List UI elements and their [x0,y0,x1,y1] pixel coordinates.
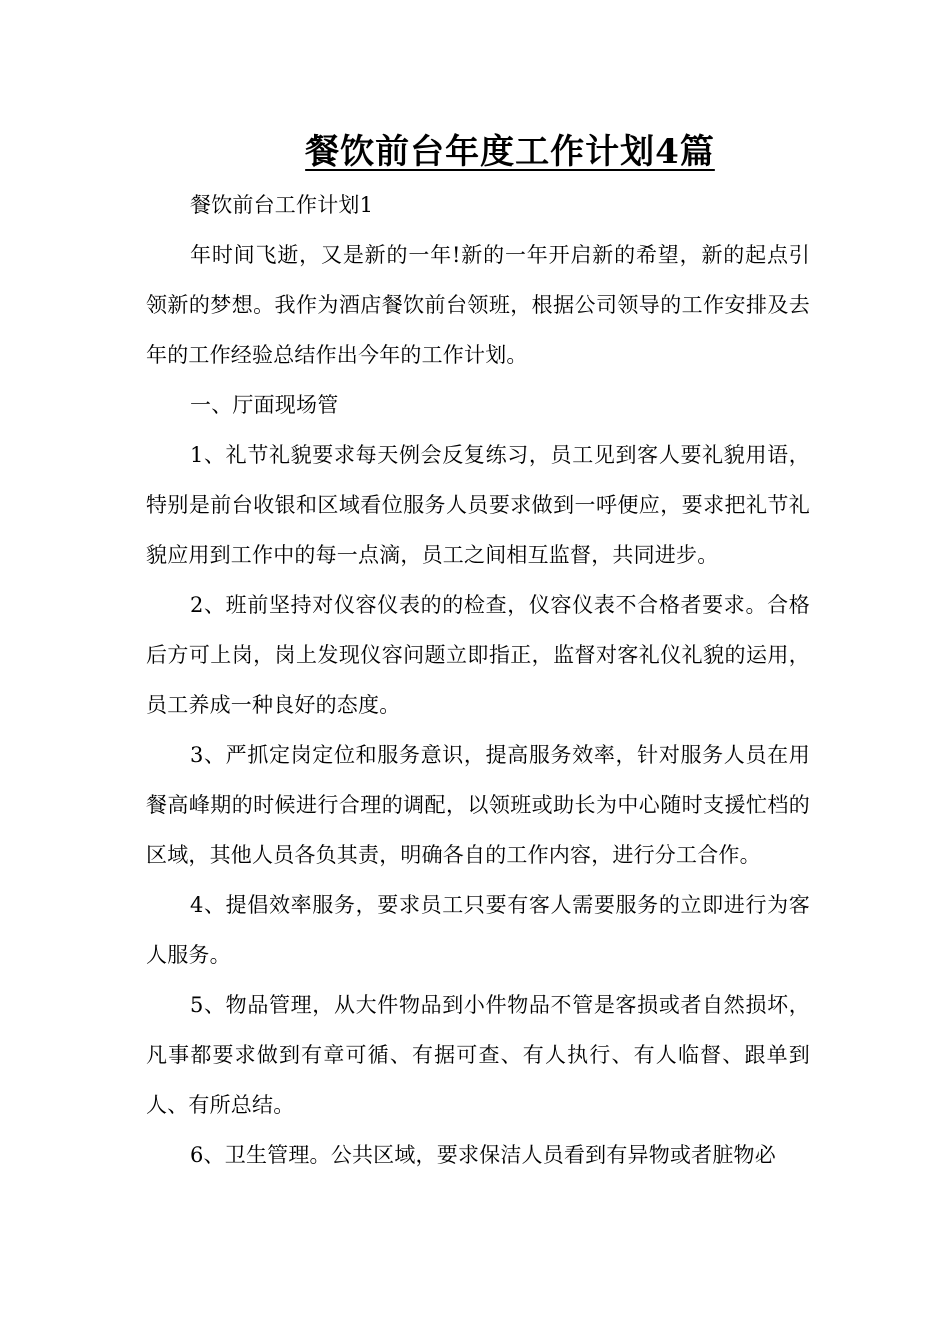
paragraph-heading: 餐饮前台工作计划1 [190,193,374,217]
paragraph-item-5: 5、物品管理，从大件物品到小件物品不管是客损或者自然损坏，凡事都要求做到有章可循、有据可查、有人执行、有人临督、跟单到人、有所总结。 [146,993,810,1117]
document-title: 餐饮前台年度工作计划4篇 [305,132,715,172]
paragraph-item-1: 1、礼节礼貌要求每天例会反复练习，员工见到客人要礼貌用语，特别是前台收银和区域看位服务人员要求做到一呼便应，要求把礼节礼貌应用到工作中的每一点滴，员工之间相互监督，共同进步。 [146,443,810,567]
section-heading: 一、厅面现场管 [190,393,339,417]
paragraph-intro: 年时间飞逝，又是新的一年!新的一年开启新的希望，新的起点引领新的梦想。我作为酒店餐饮前台领班，根据公司领导的工作安排及去年的工作经验总结作出今年的工作计划。 [146,243,810,367]
document-title-block [0,128,950,176]
paragraph-item-6: 6、卫生管理。公共区域，要求保洁人员看到有异物或者脏物必 [190,1143,776,1167]
paragraph-item-4: 4、提倡效率服务，要求员工只要有客人需要服务的立即进行为客人服务。 [146,893,810,967]
paragraph-item-3: 3、严抓定岗定位和服务意识，提高服务效率，针对服务人员在用餐高峰期的时候进行合理的调配，以领班或助长为中心随时支援忙档的区域，其他人员各负其责，明确各自的工作内容，进行分工合作。 [146,743,810,867]
paragraph-item-2: 2、班前坚持对仪容仪表的的检查，仪容仪表不合格者要求。合格后方可上岗，岗上发现仪容问题立即指正，监督对客礼仪礼貌的运用，员工养成一种良好的态度。 [146,593,810,717]
document-body [146,180,810,1180]
